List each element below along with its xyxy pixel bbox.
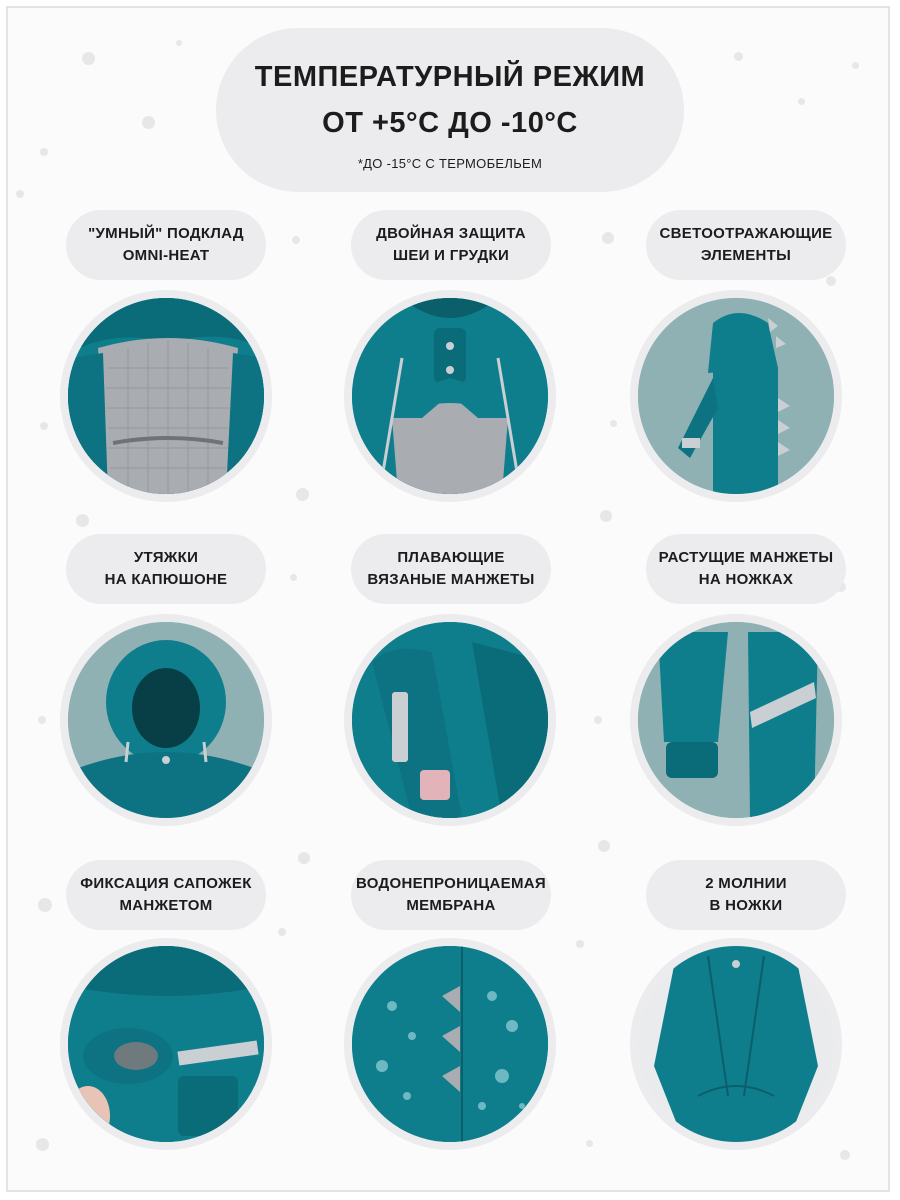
snow-dot — [576, 940, 584, 948]
snow-dot — [586, 1140, 593, 1147]
feature-label-line1: СВЕТООТРАЖАЮЩИЕ — [659, 225, 833, 242]
feature-label-double-protection — [351, 210, 551, 280]
photo-circle-omni-heat — [60, 290, 272, 502]
feature-label-line1: РАСТУЩИЕ МАНЖЕТЫ — [658, 549, 834, 566]
feature-label-waterproof-membrane — [351, 860, 551, 930]
snow-dot — [40, 422, 48, 430]
feature-label-line1: "УМНЫЙ" ПОДКЛАД — [88, 225, 244, 242]
feature-label-line1: 2 МОЛНИИ — [705, 875, 787, 892]
snow-dot — [142, 116, 155, 129]
feature-label-line1: ФИКСАЦИЯ САПОЖЕК — [80, 875, 252, 892]
snow-dot — [40, 148, 48, 156]
snow-dot — [38, 716, 46, 724]
header-title: ТЕМПЕРАТУРНЫЙ РЕЖИМ — [254, 61, 646, 93]
omni-heat-lining-photo — [68, 298, 264, 494]
snow-dot — [76, 514, 89, 527]
feature-label-hood-drawstrings — [66, 534, 266, 604]
feature-label-line2: МАНЖЕТОМ — [119, 897, 213, 914]
snow-dot — [36, 1138, 49, 1151]
photo-circle-hood-drawstrings — [60, 614, 272, 826]
snow-dot — [176, 40, 182, 46]
feature-label-line1: ДВОЙНАЯ ЗАЩИТА — [376, 225, 526, 242]
snow-dot — [602, 232, 614, 244]
feature-label-line2: НА КАПЮШОНЕ — [104, 571, 228, 588]
snow-dot — [290, 574, 297, 581]
feature-label-growing-cuffs — [646, 534, 846, 604]
snow-dot — [298, 852, 310, 864]
photo-circle-knit-cuffs — [344, 614, 556, 826]
growing-cuffs-photo — [638, 622, 834, 818]
hood-drawstrings-photo — [68, 622, 264, 818]
photo-circle-growing-cuffs — [630, 614, 842, 826]
feature-label-line1: ВОДОНЕПРОНИЦАЕМАЯ — [356, 875, 546, 892]
feature-label-line2: МЕМБРАНА — [406, 897, 496, 914]
feature-label-line1: УТЯЖКИ — [133, 549, 199, 566]
snow-dot — [840, 1150, 850, 1160]
boot-fixation-photo — [68, 946, 264, 1142]
photo-circle-two-zippers — [630, 938, 842, 1150]
header-footnote: *ДО -15°С С ТЕРМОБЕЛЬЕМ — [357, 156, 543, 171]
snow-dot — [82, 52, 95, 65]
snow-dot — [296, 488, 309, 501]
snow-dot — [852, 62, 859, 69]
snow-dot — [610, 420, 617, 427]
reflective-elements-photo — [638, 298, 834, 494]
snow-dot — [600, 510, 612, 522]
waterproof-membrane-photo — [352, 946, 548, 1142]
feature-label-two-zippers — [646, 860, 846, 930]
snow-dot — [594, 716, 602, 724]
snow-dot — [38, 898, 52, 912]
snow-dot — [292, 236, 300, 244]
double-protection-photo — [352, 298, 548, 494]
feature-label-boot-fixation — [66, 860, 266, 930]
temperature-header — [216, 28, 684, 192]
snow-dot — [598, 840, 610, 852]
feature-label-line2: ВЯЗАНЫЕ МАНЖЕТЫ — [367, 571, 535, 588]
feature-label-line2: ШЕИ И ГРУДКИ — [392, 247, 510, 264]
snow-dot — [278, 928, 286, 936]
feature-label-knit-cuffs — [351, 534, 551, 604]
photo-circle-reflective — [630, 290, 842, 502]
feature-label-reflective — [646, 210, 846, 280]
feature-label-line2: В НОЖКИ — [709, 897, 783, 914]
feature-label-line2: ЭЛЕМЕНТЫ — [700, 247, 792, 264]
snow-dot — [16, 190, 24, 198]
photo-circle-double-protection — [344, 290, 556, 502]
photo-circle-waterproof-membrane — [344, 938, 556, 1150]
photo-circle-boot-fixation — [60, 938, 272, 1150]
feature-label-line2: OMNI-HEAT — [122, 247, 210, 264]
knit-cuffs-photo — [352, 622, 548, 818]
header-temperature-range: ОТ +5°С ДО -10°С — [322, 107, 578, 139]
feature-label-omni-heat — [66, 210, 266, 280]
two-zippers-photo — [638, 946, 834, 1142]
feature-label-line2: НА НОЖКАХ — [698, 571, 794, 588]
snow-dot — [798, 98, 805, 105]
snow-dot — [826, 276, 836, 286]
snow-dot — [734, 52, 743, 61]
feature-label-line1: ПЛАВАЮЩИЕ — [397, 549, 505, 566]
